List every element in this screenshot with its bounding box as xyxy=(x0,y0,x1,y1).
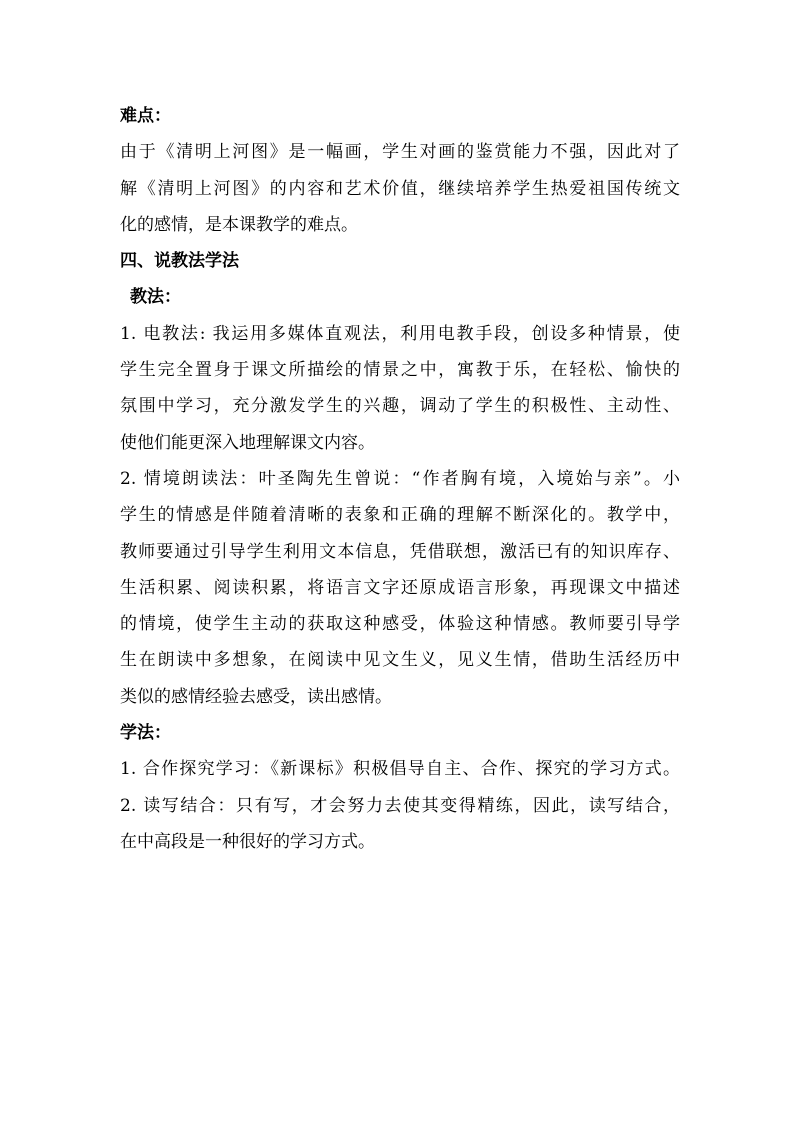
paragraph-line: 生在朗读中多想象，在阅读中见文生义，见义生情，借助生活经历中 xyxy=(120,650,680,671)
paragraph-line: 使他们能更深入地理解课文内容。 xyxy=(120,432,375,453)
paragraph-line: 的情境，使学生主动的获取这种感受，体验这种情感。教师要引导学 xyxy=(120,614,680,635)
document-body xyxy=(120,98,680,860)
heading-teaching-method: 教法： xyxy=(130,287,181,308)
paragraph-line: 2. 情境朗读法：叶圣陶先生曾说：“作者胸有境，入境始与亲”。小 xyxy=(120,468,680,489)
paragraph-line: 由于《清明上河图》是一幅画，学生对画的鉴赏能力不强，因此对了 xyxy=(120,142,680,163)
section-heading-methods: 四、说教法学法 xyxy=(120,251,239,272)
paragraph-line: 学生完全置身于课文所描绘的情景之中，寓教于乐，在轻松、愉快的 xyxy=(120,360,680,381)
paragraph-line: 1. 电教法: 我运用多媒体直观法，利用电教手段，创设多种情景，使 xyxy=(120,323,680,344)
paragraph-line: 生活积累、阅读积累，将语言文字还原成语言形象，再现课文中描述 xyxy=(120,577,680,598)
paragraph-line: 类似的感情经验去感受，读出感情。 xyxy=(120,686,392,707)
paragraph-line: 2. 读写结合：只有写，才会努力去使其变得精练，因此，读写结合， xyxy=(120,795,680,816)
paragraph-line: 化的感情，是本课教学的难点。 xyxy=(120,214,358,235)
paragraph-line: 教师要通过引导学生利用文本信息，凭借联想，激活已有的知识库存、 xyxy=(120,541,680,562)
paragraph-line: 解《清明上河图》的内容和艺术价值，继续培养学生热爱祖国传统文 xyxy=(120,178,680,199)
paragraph-line: 氛围中学习，充分激发学生的兴趣，调动了学生的积极性、主动性、 xyxy=(120,396,680,417)
heading-difficulty: 难点： xyxy=(120,106,171,126)
paragraph-line: 学生的情感是伴随着清晰的表象和正确的理解不断深化的。教学中， xyxy=(120,505,680,526)
heading-learning-method: 学法： xyxy=(120,723,171,744)
paragraph-line: 在中高段是一种很好的学习方式。 xyxy=(120,831,375,852)
paragraph-line: 1. 合作探究学习：《新课标》积极倡导自主、合作、探究的学习方式。 xyxy=(120,759,680,780)
